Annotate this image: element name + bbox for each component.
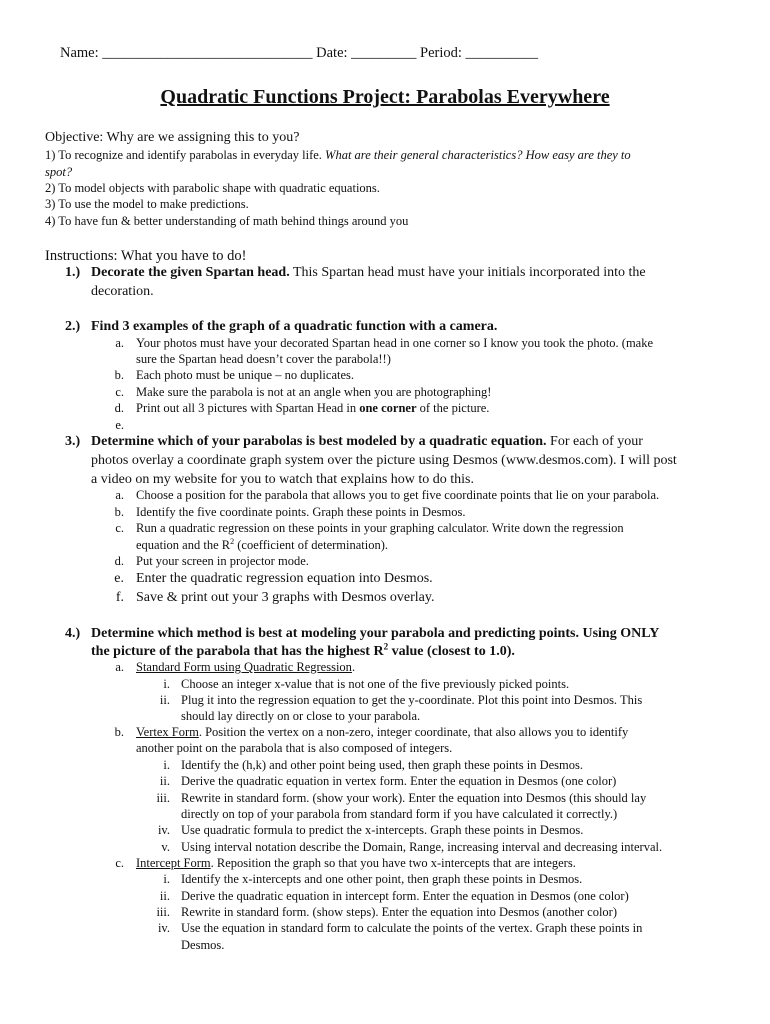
step-4-c-marker: c. [115,856,124,870]
step-4-a-text [136,661,355,674]
step-4-b-iii-line-1: Rewrite in standard form. (show your work). Enter the equation into Desmos (this should lay [181,791,647,805]
step-3-number: 3.) [65,434,81,449]
step-2-d-text [136,402,489,415]
step-4-line-2-before: the picture of the parabola that has the highest R [91,644,384,659]
step-1-bold: Decorate the given Spartan head. [91,265,290,280]
step-3-f-marker: f. [115,590,124,605]
step-2-a-line-2: sure the Spartan head doesn’t cover the parabola!!) [136,352,391,366]
step-2-number: 2.) [65,319,81,334]
step-4-line-2-sup: 2 [383,641,389,652]
step-3-text-a: For each of your [546,434,643,449]
step-3-f-text: Save & print out your 3 graphs with Desmos overlay. [136,590,435,605]
step-4-c-iv-line-2: Desmos. [181,938,225,952]
step-3-c-marker: c. [115,521,124,535]
step-4-c-text [136,857,576,870]
step-1-line-1 [91,266,646,280]
step-3-d-text: Put your screen in projector mode. [136,554,309,568]
objective-item-2: 2) To model objects with parabolic shape with quadratic equations. [45,181,380,195]
step-2-b-marker: b. [114,368,124,382]
step-4-c-iii-text: Rewrite in standard form. (show steps). Enter the equation into Desmos (another color) [181,905,617,919]
step-2-d-marker: d. [114,401,124,415]
page-title: Quadratic Functions Project: Parabolas Everywhere [160,86,610,108]
step-4-b-marker: b. [114,725,124,739]
step-4-a-ii-marker: ii. [159,693,170,707]
step-3-c-cont-sup: 2 [230,536,235,546]
step-3-c-cont [136,536,389,552]
step-4-c-iv-line-1: Use the equation in standard form to calculate the points of the vertex. Graph these points in [181,921,643,935]
step-4-a-after: . [351,660,356,674]
step-4-c-after: . Reposition the graph so that you have two x-intercepts that are integers. [210,856,576,870]
step-4-b-ii-text: Derive the quadratic equation in vertex form. Enter the equation in Desmos (one color) [181,774,617,788]
step-4-b-label: Vertex Form [136,725,199,739]
step-4-b-v-text: Using interval notation describe the Domain, Range, increasing interval and decreasing interval. [181,840,663,854]
name-date-period-line: Name: _____________________________ Date: _________ Period: __________ [60,45,539,61]
objective-item-1-italic-cont: spot? [45,165,73,179]
step-2-a-line-1: Your photos must have your decorated Spartan head in one corner so I know you took the photo. (make [136,336,654,350]
step-4-a-marker: a. [115,660,124,674]
step-4-b-i-text: Identify the (h,k) and other point being used, then graph these points in Desmos. [181,758,584,772]
step-4-a-i-text: Choose an integer x-value that is not one of the five previously picked points. [181,677,570,691]
step-3-line-3: a video on my website for you to watch that explains how to do this. [91,472,474,487]
step-3-c-cont-after: (coefficient of determination). [234,538,389,552]
step-2-d-after: of the picture. [416,401,490,415]
step-2-b-text: Each photo must be unique – no duplicates. [136,368,355,382]
step-1-line-2: decoration. [91,284,154,299]
step-4-a-i-marker: i. [163,677,170,691]
step-4-c-label: Intercept Form [136,856,211,870]
step-3-bold: Determine which of your parabolas is best modeled by a quadratic equation. [91,434,547,449]
step-2-c-marker: c. [115,385,124,399]
step-4-number: 4.) [65,626,81,641]
step-4-b-iii-marker: iii. [156,791,170,805]
step-4-line-2-after: value (closest to 1.0). [388,644,515,659]
objective-item-1-italic: What are their general characteristics? How easy are they to [325,148,631,162]
step-4-b-line-2: another point on the parabola that is also composed of integers. [136,741,453,755]
step-2-d-bold: one corner [359,401,417,415]
step-2-d-before: Print out all 3 pictures with Spartan Head in [136,401,360,415]
step-3-c-cont-before: equation and the R [136,538,231,552]
step-4-b-v-marker: v. [161,840,170,854]
step-1-number: 1.) [65,265,81,280]
step-4-c-i-text: Identify the x-intercepts and one other point, then graph these points in Desmos. [181,872,583,886]
objective-item-3: 3) To use the model to make predictions. [45,197,249,211]
objective-item-4: 4) To have fun & better understanding of math behind things around you [45,214,409,228]
step-1-text: This Spartan head must have your initials incorporated into the [289,265,646,280]
step-4-line-2 [91,641,515,659]
step-4-b-text [136,726,628,739]
step-4-c-iv-marker: iv. [157,921,170,935]
step-4-c-ii-text: Derive the quadratic equation in intercept form. Enter the equation in Desmos (one color) [181,889,629,903]
step-4-b-i-marker: i. [163,758,170,772]
step-4-c-i-marker: i. [163,872,170,886]
objective-item-1-text: 1) To recognize and identify parabolas in everyday life. [45,148,326,162]
step-4-c-iii-marker: iii. [156,905,170,919]
step-4-b-iii-line-2: directly on top of your parabola from standard form if you have calculated it correctly.) [181,807,618,821]
step-4-b-iv-marker: iv. [157,823,170,837]
step-3-b-marker: b. [114,505,124,519]
step-2-a-marker: a. [115,336,124,350]
step-2-e-marker: e. [115,418,124,432]
step-4-c-ii-marker: ii. [159,889,170,903]
step-4-b-iv-text: Use quadratic formula to predict the x-intercepts. Graph these points in Desmos. [181,823,584,837]
instructions-heading: Instructions: What you have to do! [45,248,247,264]
step-2-c-text: Make sure the parabola is not at an angle when you are photographing! [136,385,492,399]
step-3-line-1 [91,435,643,449]
step-3-d-marker: d. [114,554,124,568]
step-3-b-text: Identify the five coordinate points. Graph these points in Desmos. [136,505,466,519]
step-4-a-label: Standard Form using Quadratic Regression [136,660,352,674]
step-3-c-text: Run a quadratic regression on these points in your graphing calculator. Write down the regression [136,521,624,535]
step-2-heading: Find 3 examples of the graph of a quadratic function with a camera. [91,319,498,334]
step-4-a-ii-line-2: should lay directly on or close to your parabola. [181,709,421,723]
step-4-b-ii-marker: ii. [159,774,170,788]
step-3-line-2: photos overlay a coordinate graph system over the picture using Desmos (www.desmos.com). I will post [91,453,677,468]
objective-heading: Objective: Why are we assigning this to you? [45,130,300,145]
step-3-e-marker: e. [114,571,124,586]
step-3-a-marker: a. [115,488,124,502]
objective-item-1 [45,149,631,162]
step-4-line-1: Determine which method is best at modeling your parabola and predicting points. Using ONLY [91,626,660,641]
step-4-a-ii-line-1: Plug it into the regression equation to get the y-coordinate. Plot this point into Desmos. This [181,693,643,707]
step-4-b-after: . Position the vertex on a non-zero, integer coordinate, that also allows you to identify [198,725,629,739]
step-3-e-text: Enter the quadratic regression equation into Desmos. [136,571,433,586]
step-3-a-text: Choose a position for the parabola that allows you to get five coordinate points that lie on your parabola. [136,488,660,502]
